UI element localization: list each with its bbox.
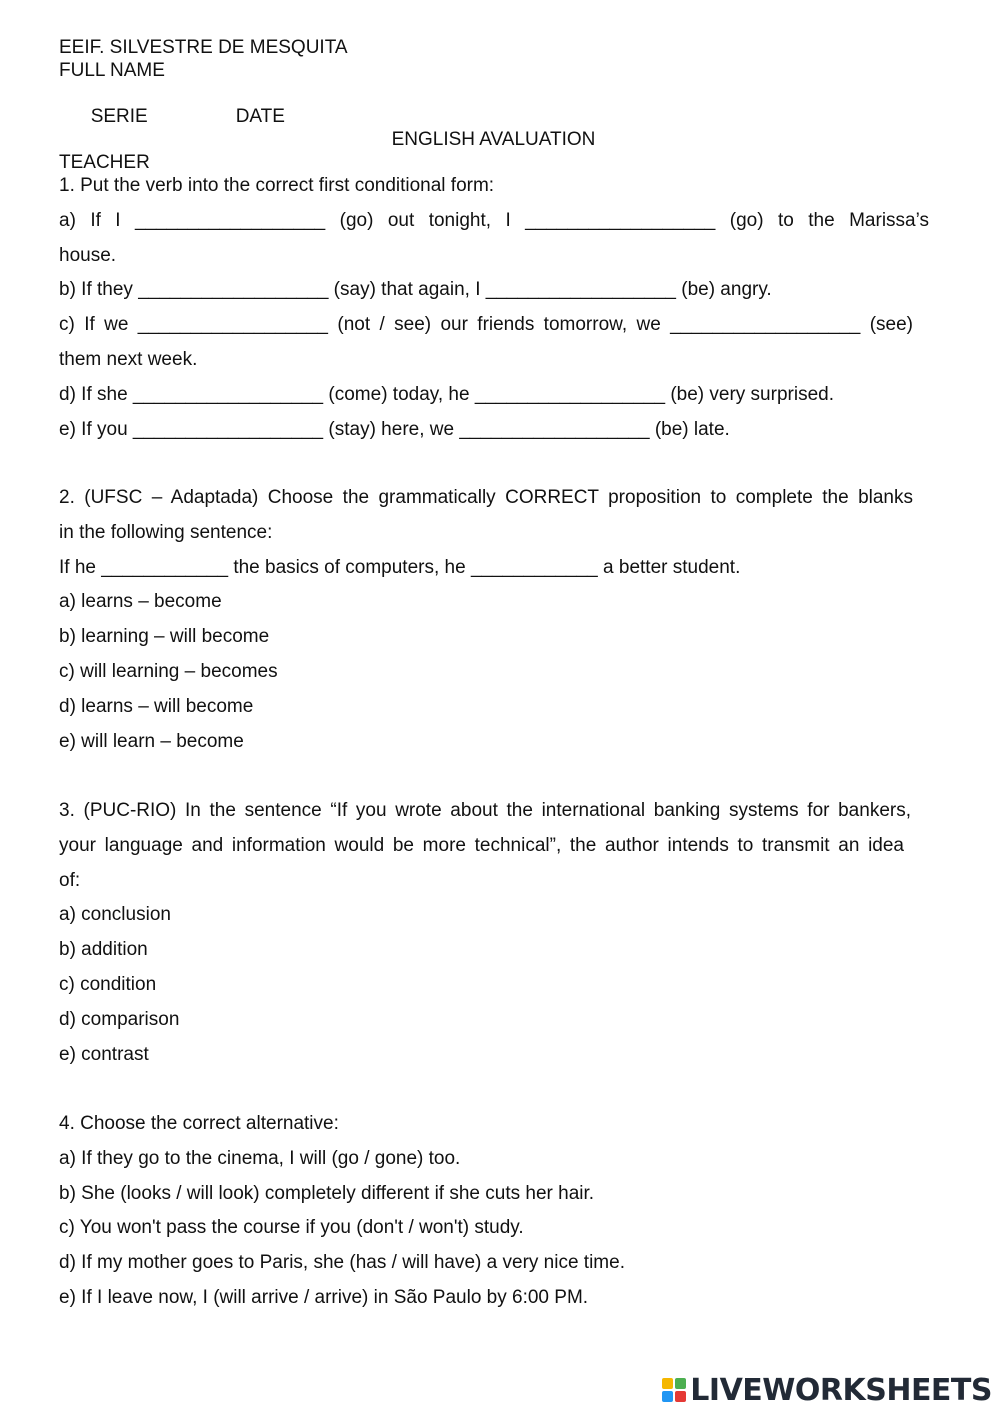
question-4-option: a) If they go to the cinema, I will (go / gone) too. [59, 1147, 461, 1169]
question-3-option: d) comparison [59, 1008, 180, 1030]
question-2-option: e) will learn – become [59, 730, 244, 752]
question-4-option: d) If my mother goes to Paris, she (has / will have) a very nice time. [59, 1252, 625, 1274]
question-4-prompt: 4. Choose the correct alternative: [59, 1113, 339, 1134]
question-1-line: b) If they __________________ (say) that again, I __________________ (be) angry. [59, 279, 772, 301]
logo-square-blue [662, 1391, 673, 1402]
question-3 [59, 794, 929, 1072]
question-3-option: b) addition [59, 939, 148, 961]
question-1 [59, 169, 929, 447]
question-1-line: a) If I __________________ (go) out tonight, I __________________ (go) to the Marissa’s [59, 209, 929, 231]
school-name: EEIF. SILVESTRE DE MESQUITA [59, 37, 348, 58]
worksheet-header [59, 36, 348, 174]
full-name-label: FULL NAME [59, 60, 165, 81]
logo-square-red [675, 1391, 686, 1402]
question-2-option: a) learns – become [59, 591, 222, 613]
question-3-prompt-line: your language and information would be more technical”, the author intends to transmit an idea [59, 834, 904, 856]
question-2 [59, 481, 929, 759]
question-2-sentence: If he ____________ the basics of computers, he ____________ a better student. [59, 556, 741, 578]
question-4-option: b) She (looks / will look) completely different if she cuts her hair. [59, 1182, 595, 1204]
question-2-prompt-line: in the following sentence: [59, 521, 273, 543]
question-2-prompt-line: 2. (UFSC – Adaptada) Choose the grammatically CORRECT proposition to complete the blanks [59, 487, 913, 508]
question-4-option: c) You won't pass the course if you (don't / won't) study. [59, 1217, 524, 1239]
question-2-option: b) learning – will become [59, 626, 270, 648]
question-4 [59, 1107, 929, 1316]
question-1-line: d) If she __________________ (come) today, he __________________ (be) very surprised. [59, 383, 834, 405]
question-3-prompt-line: 3. (PUC-RIO) In the sentence “If you wrote about the international banking systems for bankers, [59, 800, 911, 821]
question-1-line: house. [59, 244, 117, 266]
logo-text: LIVEWORKSHEETS [690, 1372, 992, 1408]
question-1-line: them next week. [59, 348, 198, 370]
page-title: ENGLISH AVALUATION [391, 129, 596, 150]
date-label: DATE [235, 106, 285, 127]
question-3-option: c) condition [59, 973, 157, 995]
question-3-option: e) contrast [59, 1043, 149, 1065]
question-3-option: a) conclusion [59, 904, 171, 926]
question-1-line: e) If you __________________ (stay) here, we __________________ (be) late. [59, 418, 730, 440]
teacher-label: TEACHER [59, 152, 150, 173]
logo-square-yellow [662, 1378, 673, 1389]
question-2-option: d) learns – will become [59, 695, 254, 717]
question-3-prompt-line: of: [59, 869, 81, 891]
question-1-line: c) If we __________________ (not / see) our friends tomorrow, we __________________ (see) [59, 314, 913, 336]
question-2-option: c) will learning – becomes [59, 660, 278, 682]
serie-label: SERIE [90, 106, 148, 127]
liveworksheets-logo[interactable] [662, 1373, 992, 1407]
question-1-prompt: 1. Put the verb into the correct first conditional form: [59, 175, 495, 196]
logo-square-green [675, 1378, 686, 1389]
question-4-option: e) If I leave now, I (will arrive / arrive) in São Paulo by 6:00 PM. [59, 1286, 589, 1308]
liveworksheets-logo-icon [662, 1378, 686, 1402]
